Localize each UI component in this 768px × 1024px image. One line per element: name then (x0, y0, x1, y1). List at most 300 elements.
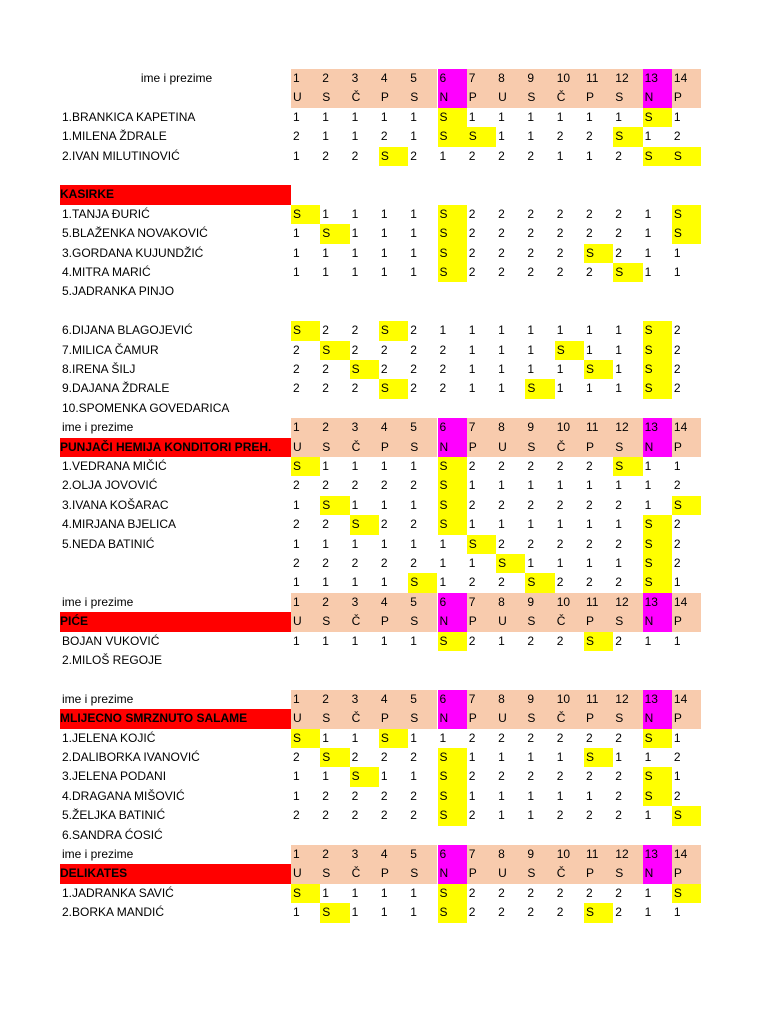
shift-cell: 1 (351, 905, 359, 920)
shift-cell: 2 (468, 633, 476, 648)
shift-cell: 2 (498, 730, 505, 745)
shift-cell: 1 (322, 885, 329, 900)
shift-cell: 2 (410, 808, 417, 823)
weekday-header: N (643, 88, 672, 107)
shift-cell: 1 (410, 459, 417, 473)
shift-cell: 1 (644, 905, 652, 920)
weekday-header: S (525, 88, 554, 107)
shift-cell: 1 (615, 323, 622, 338)
shift-cell: 2 (293, 381, 300, 396)
shift-cell: 1 (380, 497, 388, 512)
weekday-header: S (320, 88, 349, 107)
weekday-header: U (496, 88, 525, 107)
shift-cell: S (438, 806, 467, 825)
shift-cell: 2 (673, 323, 681, 338)
shift-cell: 1 (439, 148, 447, 163)
day-number-header: 5 (408, 690, 437, 709)
day-number-header: 7 (467, 593, 496, 612)
shift-cell: 2 (380, 478, 388, 493)
shift-cell: 2 (673, 129, 681, 144)
employee-name: 2.BORKA MANDIĆ (62, 905, 165, 920)
shift-cell: S (613, 127, 642, 146)
weekday-header: S (320, 709, 349, 728)
day-number-header: 12 (613, 418, 642, 437)
shift-cell: 2 (468, 885, 476, 900)
weekday-header: Č (350, 864, 379, 883)
shift-cell: 2 (586, 265, 593, 279)
shift-cell: 2 (293, 342, 300, 357)
day-number-header: 4 (379, 845, 408, 864)
employee-name: 4.MITRA MARIĆ (62, 265, 151, 279)
shift-cell: 2 (498, 885, 505, 900)
shift-cell: 1 (498, 633, 505, 648)
shift-cell: S (438, 457, 467, 476)
shift-cell: 1 (380, 575, 388, 590)
shift-cell: 2 (410, 342, 417, 357)
day-number-header: 10 (555, 593, 584, 612)
shift-cell: S (643, 379, 672, 398)
shift-cell: 2 (556, 885, 564, 900)
day-number-header: 9 (525, 593, 554, 612)
shift-cell: 1 (322, 633, 329, 648)
weekday-header: Č (350, 612, 379, 631)
shift-cell: 1 (586, 109, 593, 124)
weekday-header: U (291, 709, 320, 728)
weekday-header: S (613, 864, 642, 883)
shift-cell: 1 (586, 788, 593, 803)
weekday-header: P (467, 88, 496, 107)
weekday-header: U (496, 864, 525, 883)
shift-cell: 2 (468, 206, 476, 221)
shift-cell: 2 (586, 226, 593, 241)
shift-cell: 1 (586, 556, 593, 570)
shift-cell: 1 (527, 342, 535, 357)
shift-cell: 2 (673, 556, 681, 570)
shift-cell: S (555, 341, 584, 360)
weekday-header: P (379, 612, 408, 631)
day-number-header: 9 (525, 69, 554, 88)
shift-cell: 2 (673, 381, 681, 396)
shift-cell: 2 (293, 362, 300, 376)
shift-cell: 1 (468, 750, 476, 764)
day-number-header: 2 (320, 418, 349, 437)
shift-cell: 1 (351, 536, 359, 551)
day-number-header: 3 (350, 418, 379, 437)
shift-cell: S (496, 554, 525, 573)
shift-cell: 1 (644, 633, 652, 648)
weekday-header: N (643, 612, 672, 631)
header-name-label: ime i prezime (62, 691, 134, 706)
shift-cell: 1 (468, 788, 476, 803)
shift-cell: 2 (380, 362, 388, 376)
shift-cell: 1 (586, 381, 593, 396)
shift-cell: 1 (644, 750, 652, 764)
shift-cell: 1 (673, 633, 681, 648)
shift-cell: S (350, 360, 379, 379)
day-number-header: 9 (525, 845, 554, 864)
weekday-header: S (320, 864, 349, 883)
shift-cell: 1 (322, 109, 329, 124)
shift-cell: 1 (293, 226, 300, 241)
weekday-header: S (408, 612, 437, 631)
section-title: KASIRKE (60, 185, 291, 204)
shift-cell: 2 (527, 459, 535, 473)
weekday-header: P (379, 88, 408, 107)
shift-cell: 1 (673, 769, 681, 784)
shift-cell: 2 (468, 730, 476, 745)
shift-cell: 2 (556, 497, 564, 512)
weekday-header: P (672, 88, 701, 107)
day-number-header: 8 (496, 418, 525, 437)
shift-cell: 2 (527, 885, 535, 900)
shift-cell: 1 (615, 362, 622, 376)
shift-cell: 2 (527, 265, 535, 279)
shift-cell: S (379, 147, 408, 166)
employee-name: 1.TANJA ĐURIĆ (62, 206, 150, 221)
shift-cell: 1 (439, 556, 447, 570)
employee-name: 5.NEDA BATINIĆ (62, 536, 155, 551)
employee-name: 9.DAJANA ŽDRALE (62, 381, 170, 396)
shift-cell: 2 (351, 750, 359, 764)
shift-cell: 2 (410, 323, 417, 338)
shift-cell: 2 (293, 517, 300, 532)
shift-cell: 2 (498, 226, 505, 241)
shift-cell: 2 (468, 226, 476, 241)
weekday-header: S (408, 88, 437, 107)
shift-cell: 2 (556, 536, 564, 551)
shift-cell: S (613, 457, 642, 476)
shift-cell: S (291, 321, 320, 340)
shift-cell: 1 (644, 245, 652, 260)
day-number-header: 2 (320, 69, 349, 88)
shift-cell: 1 (322, 575, 329, 590)
employee-name: 2.MILOŠ REGOJE (62, 653, 163, 667)
shift-cell: 1 (673, 459, 681, 473)
day-number-header: 13 (643, 69, 672, 88)
shift-cell: 1 (586, 517, 593, 532)
day-number-header: 10 (555, 845, 584, 864)
shift-cell: 2 (586, 575, 593, 590)
header-name-label: ime i prezime (62, 420, 134, 435)
shift-cell: 2 (527, 633, 535, 648)
day-number-header: 3 (350, 690, 379, 709)
day-number-header: 7 (467, 690, 496, 709)
shift-cell: 1 (498, 517, 505, 532)
shift-cell: 1 (498, 362, 505, 376)
shift-cell: 1 (498, 478, 505, 493)
shift-cell: 1 (380, 109, 388, 124)
shift-cell: 2 (556, 730, 564, 745)
shift-cell: 1 (351, 206, 359, 221)
shift-cell: S (438, 787, 467, 806)
shift-cell: 2 (322, 556, 329, 570)
shift-cell: 2 (410, 750, 417, 764)
shift-cell: S (672, 806, 701, 825)
shift-cell: 1 (322, 245, 329, 260)
employee-name: 1.BRANKICA KAPETINA (62, 109, 196, 124)
shift-cell: 2 (586, 885, 593, 900)
weekday-header: Č (555, 438, 584, 457)
shift-cell: S (320, 341, 349, 360)
shift-cell: 1 (410, 265, 417, 279)
employee-name: 2.OLJA JOVOVIĆ (62, 478, 158, 493)
shift-cell: S (643, 554, 672, 573)
shift-cell: 2 (468, 265, 476, 279)
shift-cell: 1 (468, 556, 476, 570)
shift-cell: 2 (468, 148, 476, 163)
day-number-header: 11 (584, 69, 613, 88)
shift-cell: 1 (468, 362, 476, 376)
shift-cell: 2 (615, 885, 622, 900)
day-number-header: 14 (672, 690, 701, 709)
shift-cell: 1 (586, 342, 593, 357)
shift-cell: S (672, 205, 701, 224)
day-number-header: 12 (613, 845, 642, 864)
shift-cell: 2 (410, 478, 417, 493)
weekday-header: P (584, 438, 613, 457)
shift-cell: S (584, 903, 613, 922)
day-number-header: 12 (613, 690, 642, 709)
shift-cell: 2 (468, 769, 476, 784)
shift-cell: 2 (673, 342, 681, 357)
shift-cell: S (291, 457, 320, 476)
shift-cell: 2 (615, 730, 622, 745)
shift-cell: S (584, 748, 613, 767)
shift-cell: 2 (556, 226, 564, 241)
day-number-header: 11 (584, 690, 613, 709)
shift-cell: 2 (380, 808, 388, 823)
shift-cell: 2 (322, 323, 329, 338)
day-number-header: 5 (408, 69, 437, 88)
weekday-header: P (379, 438, 408, 457)
shift-cell: 1 (380, 885, 388, 900)
shift-cell: 1 (527, 478, 535, 493)
shift-cell: 1 (527, 362, 535, 376)
day-number-header: 7 (467, 69, 496, 88)
shift-cell: 2 (498, 497, 505, 512)
shift-cell: 2 (293, 556, 300, 570)
shift-cell: 2 (615, 633, 622, 648)
shift-cell: 1 (351, 265, 359, 279)
shift-cell: 2 (586, 730, 593, 745)
shift-cell: S (643, 729, 672, 748)
day-number-header: 8 (496, 845, 525, 864)
header-name-label: ime i prezime (140, 71, 213, 85)
day-number-header: 14 (672, 69, 701, 88)
shift-cell: 2 (673, 362, 681, 376)
shift-cell: 2 (439, 342, 447, 357)
day-number-header: 6 (438, 69, 467, 88)
weekday-header: P (467, 438, 496, 457)
shift-cell: 2 (615, 905, 622, 920)
shift-cell: 1 (351, 226, 359, 241)
shift-cell: 1 (673, 265, 681, 279)
weekday-header: S (613, 88, 642, 107)
shift-cell: 1 (527, 750, 535, 764)
day-number-header: 4 (379, 593, 408, 612)
shift-cell: 2 (586, 459, 593, 473)
shift-cell: 1 (527, 109, 535, 124)
shift-cell: 2 (556, 265, 564, 279)
shift-cell: 1 (293, 245, 300, 260)
shift-cell: 1 (293, 575, 300, 590)
shift-cell: S (584, 244, 613, 263)
employee-name: 3.GORDANA KUJUNDŽIĆ (62, 245, 204, 260)
shift-cell: 2 (293, 129, 300, 144)
shift-cell: 1 (410, 109, 417, 124)
shift-cell: 1 (556, 788, 564, 803)
weekday-header: S (525, 612, 554, 631)
weekday-header: P (672, 864, 701, 883)
shift-cell: 1 (644, 129, 652, 144)
shift-cell: S (643, 535, 672, 554)
day-number-header: 2 (320, 690, 349, 709)
day-number-header: 14 (672, 418, 701, 437)
day-number-header: 11 (584, 418, 613, 437)
shift-cell: 1 (673, 109, 681, 124)
shift-cell: 2 (410, 788, 417, 803)
shift-cell: 1 (410, 730, 417, 745)
shift-cell: 2 (322, 148, 329, 163)
shift-cell: 2 (498, 148, 505, 163)
weekday-header: P (584, 612, 613, 631)
shift-cell: S (320, 224, 349, 243)
shift-cell: 1 (673, 575, 681, 590)
shift-cell: 2 (615, 769, 622, 784)
shift-cell: S (438, 515, 467, 534)
weekday-header: Č (555, 709, 584, 728)
weekday-header: Č (350, 709, 379, 728)
shift-cell: S (438, 903, 467, 922)
day-number-header: 9 (525, 418, 554, 437)
shift-cell: S (438, 205, 467, 224)
shift-cell: 2 (586, 129, 593, 144)
employee-name: 5.BLAŽENKA NOVAKOVIĆ (62, 226, 208, 241)
shift-cell: 1 (351, 129, 359, 144)
shift-cell: S (379, 321, 408, 340)
day-number-header: 11 (584, 593, 613, 612)
shift-cell: 1 (527, 517, 535, 532)
shift-cell: 2 (615, 206, 622, 221)
shift-cell: 2 (380, 517, 388, 532)
shift-cell: 1 (439, 536, 447, 551)
shift-cell: 2 (527, 226, 535, 241)
weekday-header: U (496, 709, 525, 728)
shift-cell: 2 (527, 206, 535, 221)
shift-cell: 2 (351, 323, 359, 338)
weekday-header: P (672, 438, 701, 457)
weekday-header: S (525, 438, 554, 457)
day-number-header: 8 (496, 69, 525, 88)
shift-cell: 2 (556, 769, 564, 784)
shift-cell: 1 (673, 245, 681, 260)
shift-cell: 1 (380, 633, 388, 648)
shift-cell: 2 (468, 905, 476, 920)
shift-cell: 1 (410, 885, 417, 900)
shift-cell: 1 (351, 633, 359, 648)
shift-cell: 1 (556, 750, 564, 764)
weekday-header: Č (555, 864, 584, 883)
shift-cell: 2 (586, 808, 593, 823)
shift-cell: 2 (556, 129, 564, 144)
shift-cell: 1 (615, 478, 622, 493)
shift-cell: 2 (351, 478, 359, 493)
shift-cell: S (672, 496, 701, 515)
shift-cell: S (643, 108, 672, 127)
day-number-header: 10 (555, 418, 584, 437)
shift-cell: 2 (556, 206, 564, 221)
shift-cell: 2 (351, 788, 359, 803)
shift-cell: 1 (498, 381, 505, 396)
shift-cell: S (643, 341, 672, 360)
day-number-header: 5 (408, 593, 437, 612)
shift-cell: 2 (380, 129, 388, 144)
shift-cell: S (643, 360, 672, 379)
shift-cell: 2 (498, 265, 505, 279)
shift-cell: 1 (380, 769, 388, 784)
day-number-header: 4 (379, 690, 408, 709)
shift-cell: S (467, 535, 496, 554)
shift-cell: S (320, 496, 349, 515)
shift-cell: 1 (439, 575, 447, 590)
shift-cell: 1 (615, 556, 622, 570)
day-number-header: 11 (584, 845, 613, 864)
day-number-header: 2 (320, 593, 349, 612)
shift-cell: 1 (351, 575, 359, 590)
day-number-header: 13 (643, 418, 672, 437)
shift-cell: 2 (351, 808, 359, 823)
shift-cell: 2 (468, 245, 476, 260)
shift-cell: 1 (322, 129, 329, 144)
day-number-header: 1 (291, 69, 320, 88)
shift-cell: S (291, 205, 320, 224)
shift-cell: S (643, 573, 672, 592)
shift-cell: S (438, 127, 467, 146)
shift-cell: 2 (498, 905, 505, 920)
day-number-header: 4 (379, 418, 408, 437)
weekday-header: P (467, 709, 496, 728)
shift-cell: S (643, 147, 672, 166)
weekday-header: Č (555, 88, 584, 107)
employee-name: 4.DRAGANA MIŠOVIĆ (62, 788, 185, 803)
weekday-header: S (408, 709, 437, 728)
shift-cell: 1 (380, 905, 388, 920)
weekday-header: N (643, 709, 672, 728)
shift-cell: 2 (410, 362, 417, 376)
shift-cell: 1 (293, 148, 300, 163)
shift-cell: S (320, 748, 349, 767)
shift-cell: 2 (322, 381, 329, 396)
weekday-header: P (379, 864, 408, 883)
shift-cell: 2 (498, 245, 505, 260)
shift-cell: 2 (556, 808, 564, 823)
shift-cell: 2 (556, 575, 564, 590)
shift-cell: 1 (351, 245, 359, 260)
shift-cell: 2 (322, 478, 329, 493)
shift-cell: 2 (527, 536, 535, 551)
shift-cell: S (525, 573, 554, 592)
shift-cell: 1 (410, 905, 417, 920)
shift-cell: 1 (556, 109, 564, 124)
shift-cell: 1 (498, 323, 505, 338)
shift-cell: 2 (410, 381, 417, 396)
employee-name: 1.JELENA KOJIĆ (62, 730, 156, 745)
shift-cell: S (350, 515, 379, 534)
weekday-header: S (320, 438, 349, 457)
section-title: DELIKATES (60, 864, 291, 883)
shift-cell: S (643, 767, 672, 786)
shift-cell: 2 (351, 342, 359, 357)
